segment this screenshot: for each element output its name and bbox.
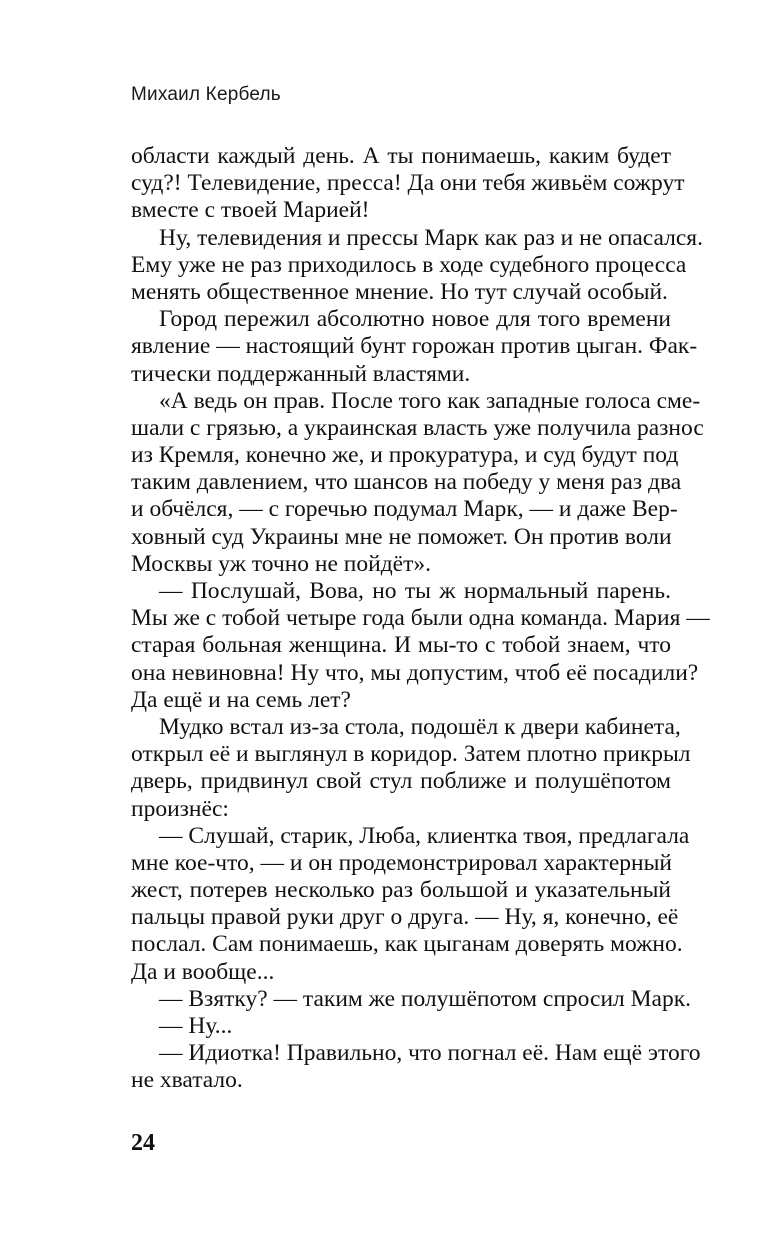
- body-text: [131, 143, 710, 1095]
- text-line: из Кремля, конечно же, и прокуратура, и суд будут под: [131, 442, 679, 469]
- text-line: произнёс:: [131, 795, 229, 822]
- text-line: Мудко встал из-за стола, подошёл к двери кабинета,: [159, 713, 681, 740]
- text-line: ховный суд Украины мне не поможет. Он против воли: [131, 523, 672, 550]
- text-line: она невиновна! Ну что, мы допустим, чтоб её посадили?: [131, 659, 699, 686]
- text-line: не хватало.: [131, 1067, 243, 1094]
- text-line: дверь, придвинул свой стул поближе и полушёпотом: [131, 768, 671, 795]
- text-line: послал. Сам понимаешь, как цыганам доверять можно.: [131, 931, 683, 958]
- text-line: пальцы правой руки друг о друга. — Ну, я, конечно, её: [131, 904, 679, 931]
- text-line: явление — настоящий бунт горожан против цыган. Фак-: [131, 333, 698, 360]
- text-line: — Послушай, Вова, но ты ж нормальный парень.: [159, 578, 671, 604]
- text-line: жест, потерев несколько раз большой и указательный: [131, 877, 671, 904]
- text-line: суд?! Телевидение, пресса! Да они тебя живьём сожрут: [131, 170, 685, 197]
- text-line: Ну, телевидения и прессы Марк как раз и не опасался.: [159, 224, 703, 251]
- text-line: Да и вообще...: [131, 958, 275, 985]
- running-head: Михаил Кербель: [131, 84, 281, 105]
- text-line: тически поддержанный властями.: [131, 360, 471, 387]
- text-line: Да ещё и на семь лет?: [131, 686, 351, 713]
- text-line: Москвы уж точно не пойдёт».: [131, 550, 431, 577]
- text-line: менять общественное мнение. Но тут случай особый.: [131, 278, 668, 305]
- text-line: Ему уже не раз приходилось в ходе судебного процесса: [131, 251, 687, 278]
- text-line: вместе с твоей Марией!: [131, 197, 370, 224]
- text-line: — Идиотка! Правильно, что погнал её. Нам ещё этого: [159, 1040, 701, 1067]
- text-line: Город пережил абсолютно новое для того времени: [159, 306, 671, 333]
- text-line: шали с грязью, а украинская власть уже получила разнос: [131, 414, 704, 441]
- page-number: 24: [131, 1130, 155, 1156]
- text-line: «А ведь он прав. После того как западные голоса сме-: [159, 387, 701, 414]
- text-line: и обчёлся, — с горечью подумал Марк, — и даже Вер-: [131, 496, 678, 523]
- text-line: — Слушай, старик, Люба, клиентка твоя, предлагала: [159, 822, 690, 849]
- text-line: области каждый день. А ты понимаешь, каким будет: [131, 143, 671, 169]
- text-line: — Взятку? — таким же полушёпотом спросил Марк.: [159, 985, 691, 1012]
- text-line: открыл её и выглянул в коридор. Затем плотно прикрыл: [131, 741, 691, 768]
- text-line: — Ну...: [159, 1013, 233, 1039]
- text-line: Мы же с тобой четыре года были одна команда. Мария —: [131, 605, 710, 632]
- text-line: таким давлением, что шансов на победу у меня раз два: [131, 469, 682, 496]
- text-line: старая больная женщина. И мы-то с тобой знаем, что: [131, 632, 671, 659]
- text-line: мне кое-что, — и он продемонстрировал характерный: [131, 849, 672, 876]
